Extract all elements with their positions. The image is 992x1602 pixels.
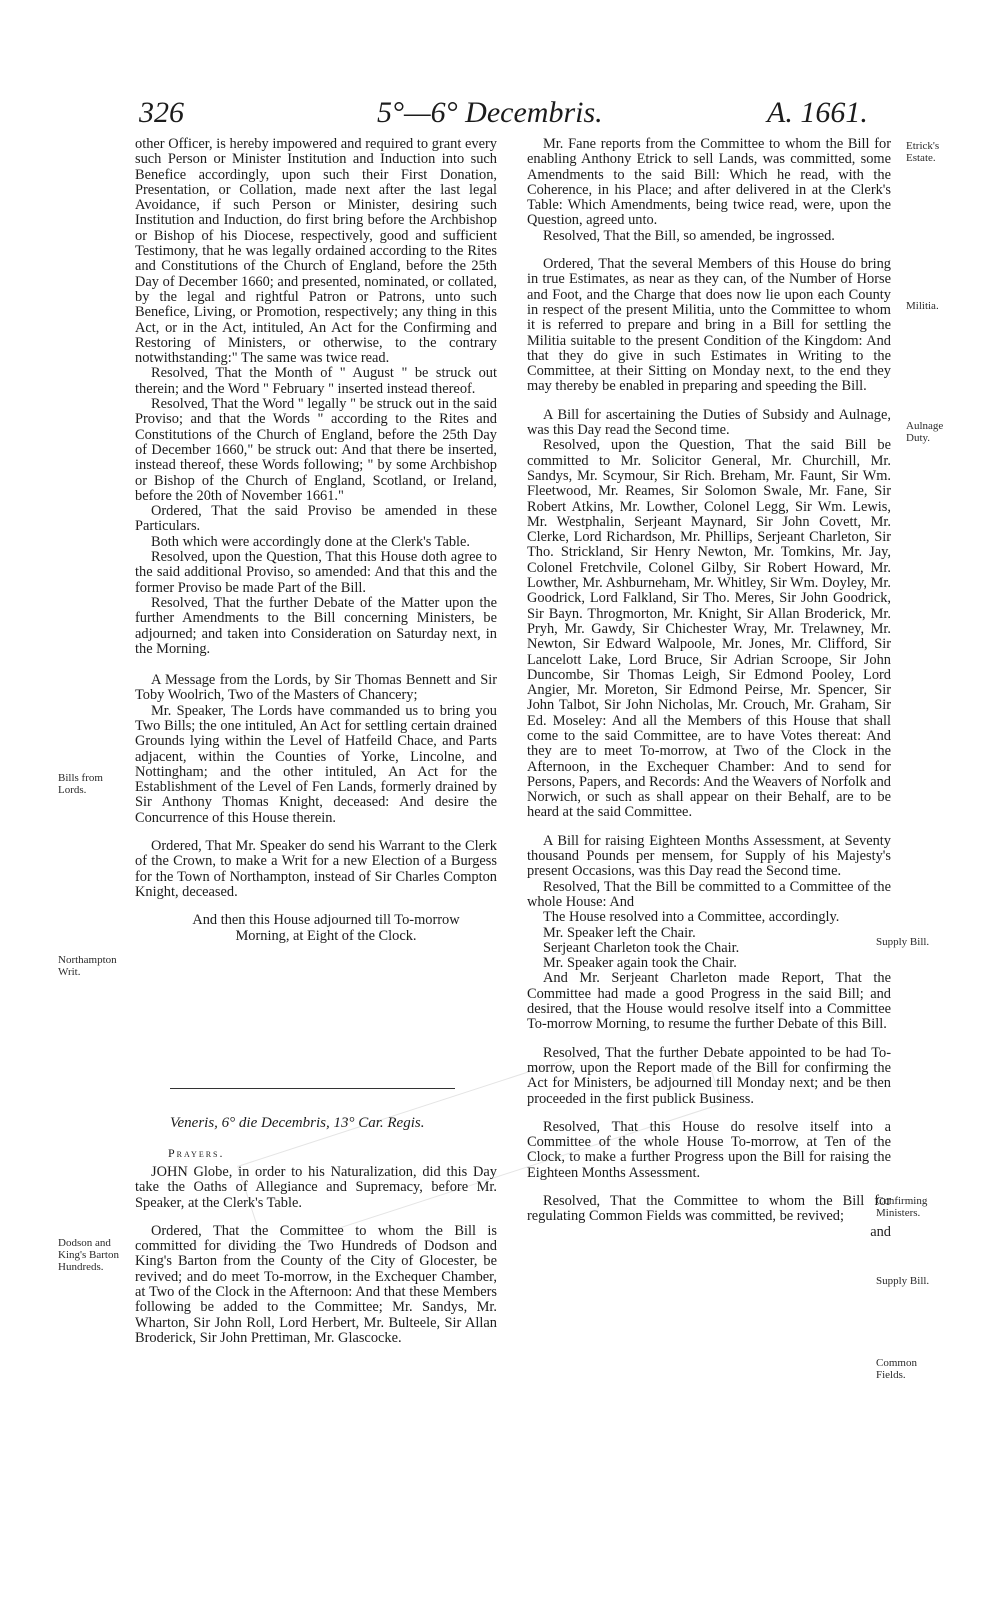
- paragraph: Resolved, That the further Debate appointed to be had To-morrow, upon the Report made of the Bill for confirming the Act for Ministers, be adjourned till Monday next; and be then proceeded in the first publick Business.: [527, 1044, 891, 1107]
- margin-note-militia: Militia.: [906, 300, 939, 312]
- margin-note-confirming-ministers: Confirming Ministers.: [876, 1195, 928, 1219]
- paragraph: Mr. Fane reports from the Committee to whom the Bill for enabling Anthony Etrick to sell Lands, was committed, some Amendments to the said Bill: Which he read, with the Coherence, in his Place; and after delivered in at the Clerk's Table: Which Amendments, being twice read, were, upon the Question, agreed unto.: [527, 136, 891, 229]
- margin-note-aulnage: Aulnage Duty.: [906, 420, 944, 444]
- paragraph: Both which were accordingly done at the Clerk's Table.: [151, 533, 471, 550]
- right-column: [527, 137, 891, 1240]
- paragraph: Resolved, That the Bill be committed to a Committee of the whole House: And: [527, 878, 891, 910]
- paragraph: Mr. Speaker left the Chair.: [543, 924, 696, 941]
- paragraph: Ordered, That the Committee to whom the Bill is committed for dividing the Two Hundreds of Dodson and King's Barton from the County of the City of Glocester, be revived; and do meet To-morrow, in the Exchequer Chamber, at Two of the Clock in the Afternoon: And that these Members following be added to the Committee; Mr. Sandys, Mr. Wharton, Sir John Roll, Lord Herbert, Mr. Bulteele, Sir Allan Broderick, Sir John Prettiman, Mr. Glascocke.: [135, 1222, 497, 1346]
- prayers-heading: Prayers.: [168, 1146, 225, 1160]
- paragraph: Mr. Speaker again took the Chair.: [543, 955, 737, 972]
- paragraph: Resolved, upon the Question, That this House doth agree to the said additional Proviso, so amended: And that this and the former Proviso be made Part of the Bill.: [135, 549, 497, 596]
- catchword: and: [870, 1223, 891, 1240]
- page-header: [0, 96, 992, 136]
- paragraph: Ordered, That the several Members of this House do bring in true Estimates, as near as they can, of the Number of Horse and Foot, and the Charge that does now lie upon each County in respect of the present Militia, unto the Committee to whom it is referred to prepare and bring in a Bill for settling the Militia suitable to the present Condition of the Kingdom: And that they do give in such Estimates in Writing to the Committee, at their Sitting on Monday next, to the end they may thereby be enabled in preparing and speeding the Bill.: [527, 256, 891, 395]
- paragraph: Resolved, That the Month of " August " be struck out therein; and the Word " February " inserted instead thereof.: [135, 365, 497, 397]
- paragraph: Ordered, That the said Proviso be amended in these Particulars.: [135, 503, 497, 535]
- paragraph: Ordered, That Mr. Speaker do send his Warrant to the Clerk of the Crown, to make a Writ for a new Election of a Burgess for the Town of Northampton, instead of Sir Charles Compton Knight, deceased.: [135, 838, 497, 900]
- paragraph: And Mr. Serjeant Charleton made Report, That the Committee had made a good Progress in the said Bill; and desired, that the House would resolve itself into a Committee To-morrow Morning, to resume the further Debate of this Bill.: [527, 970, 891, 1033]
- paragraph: Resolved, That the further Debate of the Matter upon the further Amendments to the Bill concerning Ministers, be adjourned; and taken into Consideration on Saturday next, in the Morning.: [135, 594, 497, 657]
- day-heading: Veneris, 6° die Decembris, 13° Car. Regis.: [170, 1115, 425, 1131]
- adjournment-note: And then this House adjourned till To-morrow Morning, at Eight of the Clock.: [192, 912, 460, 944]
- paragraph: A Message from the Lords, by Sir Thomas Bennett and Sir Toby Woolrich, Two of the Masters of Chancery;: [135, 672, 497, 704]
- paragraph: Serjeant Charleton took the Chair.: [543, 939, 740, 956]
- running-year: A. 1661.: [767, 96, 868, 129]
- running-title: 5°—6° Decembris.: [377, 96, 603, 129]
- margin-note-supply-bill-2: Supply Bill.: [876, 1275, 930, 1287]
- left-column: [135, 137, 497, 944]
- margin-note-etrick: Etrick's Estate.: [906, 140, 940, 164]
- margin-note-supply-bill: Supply Bill.: [876, 936, 930, 948]
- paragraph: A Bill for ascertaining the Duties of Subsidy and Aulnage, was this Day read the Second time.: [527, 406, 891, 439]
- paragraph: Resolved, That this House do resolve itself into a Committee of the whole House To-morrow, at Ten of the Clock, to make a further Progress upon the Bill for raising the Eighteen Months Assessment.: [527, 1118, 891, 1181]
- section-divider: [170, 1088, 455, 1089]
- paragraph: JOHN Globe, in order to his Naturalization, did this Day take the Oaths of Allegiance and Supremacy, before Mr. Speaker, at the Clerk's Table.: [135, 1164, 497, 1211]
- margin-note-northampton-writ: Northampton Writ.: [58, 954, 117, 978]
- paragraph: The House resolved into a Committee, accordingly.: [543, 909, 840, 926]
- paragraph: Resolved, That the Committee to whom the Bill for regulating Common Fields was committed, be revived;: [527, 1193, 891, 1225]
- paragraph: A Bill for raising Eighteen Months Assessment, at Seventy thousand Pounds per mensem, for Supply of his Majesty's present Occasions, was this Day read the Second time.: [527, 832, 891, 880]
- left-column-lower: [135, 1165, 497, 1346]
- paragraph: Resolved, That the Word " legally " be struck out in the said Proviso; and that the Words " according to the Rites and Constitutions of the Church of England, before the 25th Day of December 1660," be struck out: And that there be inserted, instead thereof, these Words following; " by some Archbishop or Bishop of the Church of England, Scotland, or Ireland, before the 20th of November 1661.": [135, 396, 497, 504]
- page-number: 326: [139, 96, 184, 129]
- paragraph: Resolved, upon the Question, That the said Bill be committed to Mr. Solicitor General, Mr. Churchill, Mr. Sandys, Mr. Scymour, Sir Rich. Breham, Mr. Faunt, Sir Wm. Fleetwood, Mr. Reames, Sir Solomon Swale, Mr. Fane, Sir Robert Atkins, Mr. Lowther, Colonel Legg, Sir Wm. Lewis, Mr. Westphalin, Serjeant Maynard, Sir John Covett, Mr. Clerke, Lord Richardson, Mr. Phillips, Serjeant Charleton, Sir Tho. Strickland, Sir Henry Newton, Mr. Tomkins, Mr. Jay, Colonel Fretchvile, Colonel Gilby, Sir Robert Howard, Mr. Lowther, Mr. Ashburneham, Mr. Whitley, Sir Wm. Doyley, Mr. Goodrick, Lord Falkland, Sir Tho. Meres, Sir John Goodrick, Sir Bayn. Throgmorton, Mr. Knight, Sir Allan Broderick, Mr. Pryh, Mr. Gawdy, Sir Chichester Wray, Mr. Trelawney, Mr. Newton, Sir Edward Walpoole, Mr. Jones, Mr. Clifford, Sir Lancelott Lake, Lord Bruce, Sir Adrian Scroope, Sir John Duncombe, Sir Thomas Leigh, Sir Edmond Pooley, Lord Angier, Mr. Moreton, Sir Edmond Peirse, Mr. Spencer, Sir John Talbot, Sir John Nicholas, Mr. Crouch, Mr. Graham, Sir Ed. Moseley: And all the Members of this House that shall come to the said Committee, are to have Votes thereat: And they are to meet To-morrow, at Two of the Clock in the Afternoon, in the Exchequer Chamber: And to send for Persons, Papers, and Records: And the Weavers of Norfolk and Norwich, or such as shall appear on their Behalf, are to be heard at the said Committee.: [527, 437, 891, 821]
- margin-note-dodson: Dodson and King's Barton Hundreds.: [58, 1237, 119, 1273]
- paragraph: Mr. Speaker, The Lords have commanded us to bring you Two Bills; the one intituled, An Act for settling certain drained Grounds lying within the Level of Hatfeild Chace, and Parts adjacent, within the Counties of Yorke, Lincolne, and Nottingham; and the other intituled, An Act for the Establishment of the Level of Fen Lands, formerly drained by Sir Anthony Thomas Knight, deceased: And desire the Concurrence of this House therein.: [135, 702, 497, 826]
- margin-note-bills-from-lords: Bills from Lords.: [58, 772, 103, 796]
- paragraph: Resolved, That the Bill, so amended, be ingrossed.: [543, 227, 835, 244]
- paragraph: other Officer, is hereby impowered and required to grant every such Person or Minister Institution and Induction into such Benefice accordingly, upon such their First Donation, Presentation, or Collation, made next after the last legal Avoidance, if such Person or Minister, desiring such Institution and Induction, do first bring before the Archbishop or Bishop of his Diocese, respectively, good and sufficient Testimony, that he was legally ordained according to the Rites and Constitutions of the Church of England, before the 25th Day of December 1660; and presented, nominated, or collated, by the legal and rightful Patron or Patrons, unto such Benefice, Living, or Promotion, respectively; any thing in this Act, or in the Act, intituled, An Act for the Confirming and Restoring of Ministers, or otherwise, to the contrary notwithstanding:" The same was twice read.: [135, 136, 497, 367]
- margin-note-common-fields: Common Fields.: [876, 1357, 917, 1381]
